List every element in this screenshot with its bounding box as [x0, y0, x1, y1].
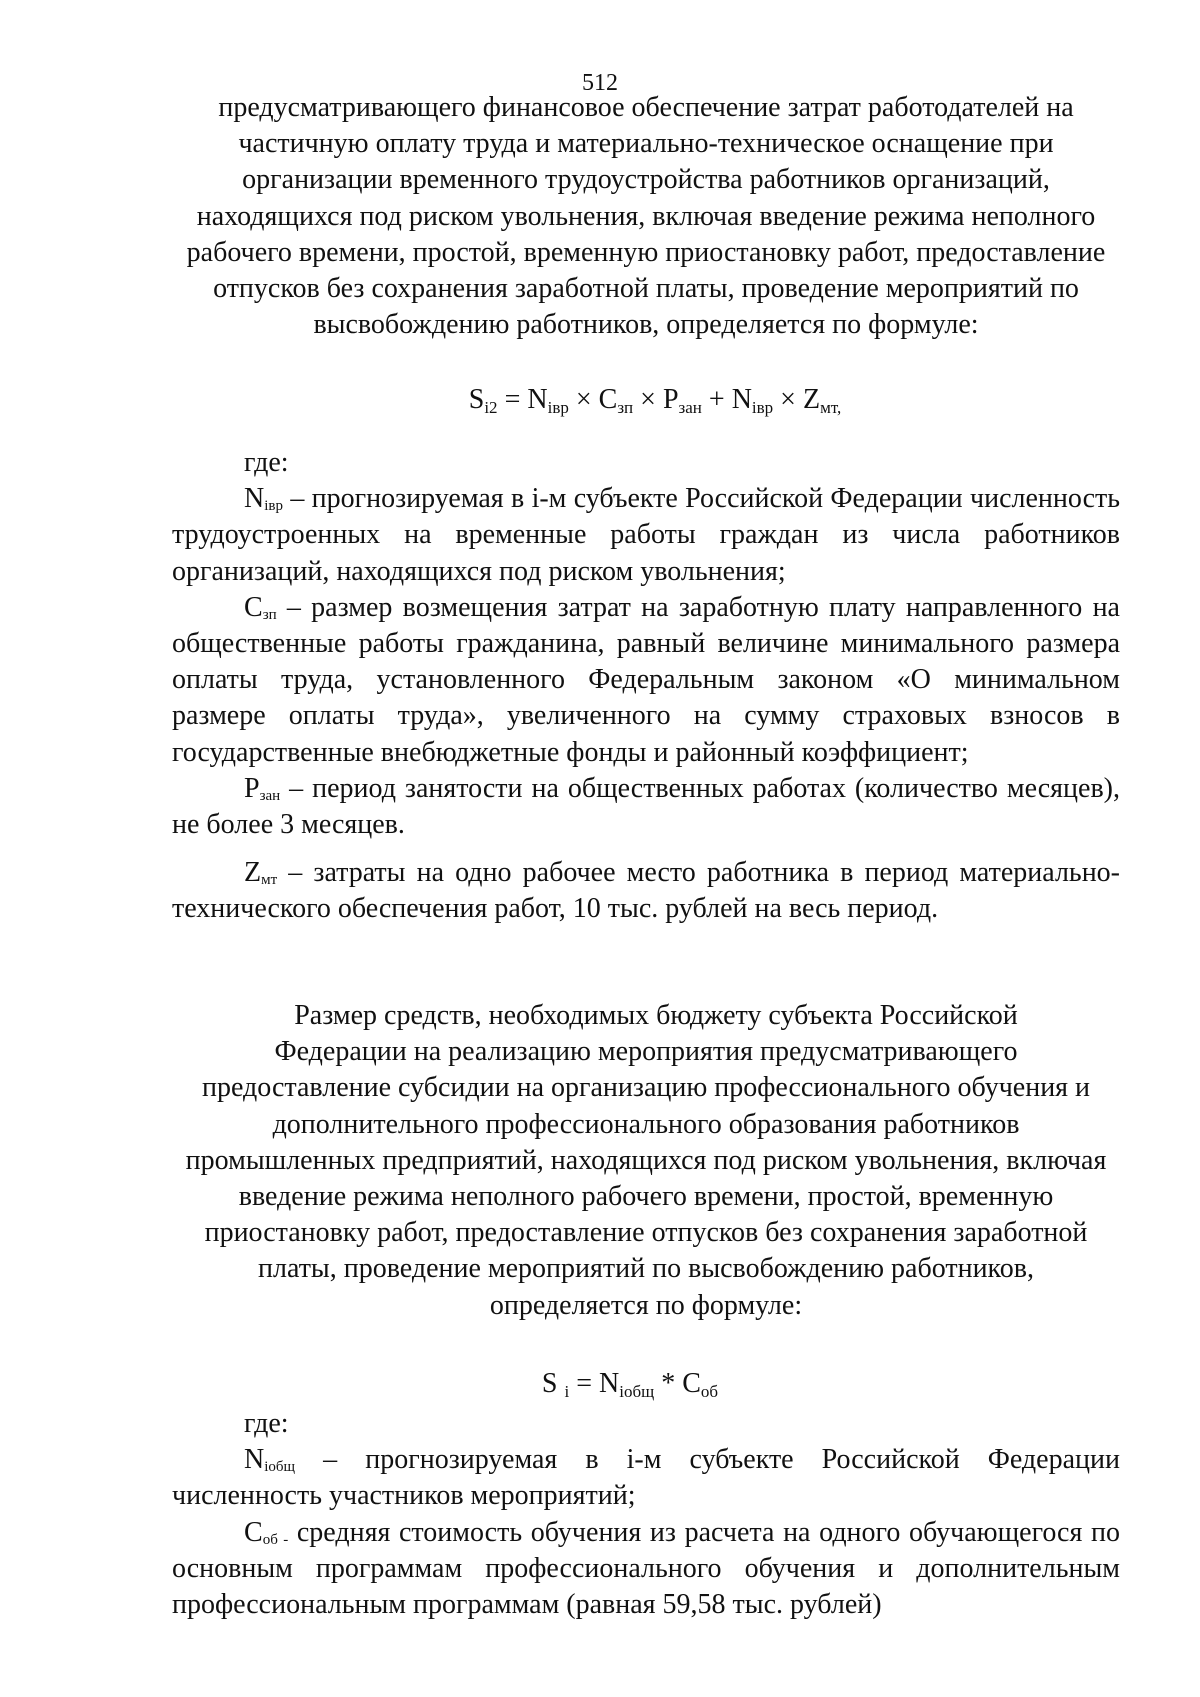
section2-line: определяется по формуле: [489, 1289, 803, 1321]
definition-subscript: зп [262, 606, 277, 623]
section1-line: организации временного трудоустройства работников организаций, [242, 164, 1050, 196]
definition-z-mt [172, 855, 1120, 927]
formula-operator: * [654, 1368, 683, 1399]
section2-line: Размер средств, необходимых бюджету субъекта Российской [294, 1000, 1018, 1031]
definition-subscript: об - [262, 1531, 289, 1548]
section2-definitions [172, 1406, 1120, 1623]
section1-line: частичную оплату труда и материально-техническое оснащение при [238, 128, 1054, 160]
formula-operator: × [633, 384, 663, 415]
definition-text: – затраты на одно рабочее место работника в период материально-технического обеспечения работ, 10 тыс. рублей на весь период. [172, 857, 1120, 925]
section2-line: введение режима неполного рабочего времени, простой, временную [238, 1181, 1054, 1213]
section1-line: находящихся под риском увольнения, включая введение режима неполного [196, 200, 1096, 232]
formula-operator: + [701, 384, 732, 415]
formula-symbol: N [731, 384, 752, 415]
formula-subscript: зп [617, 398, 634, 417]
formula-symbol: Z [802, 384, 821, 415]
formula-si2 [0, 382, 1200, 418]
section1-line: высвобождению работников, определяется по формуле: [313, 309, 979, 341]
formula-subscript: iвр [751, 398, 774, 417]
formula-operator: × [773, 384, 803, 415]
section2-line: платы, проведение мероприятий по высвобождению работников, [258, 1253, 1034, 1285]
formula-operator: = [569, 1368, 600, 1399]
section1-line: предусматривающего финансовое обеспечение затрат работодателей на [218, 92, 1074, 123]
definition-text: – прогнозируемая в i-м субъекте Российской Федерации численность участников мероприятий; [172, 1444, 1120, 1512]
section2-line: Федерации на реализацию мероприятия предусматривающего [274, 1036, 1018, 1068]
definition-symbol: С [244, 591, 263, 623]
definition-symbol: Z [244, 857, 262, 888]
formula-subscript: мт, [820, 398, 842, 417]
section1-definitions [172, 445, 1120, 843]
formula-subscript: iвр [547, 398, 569, 417]
definition-n-iobshch [172, 1442, 1120, 1514]
formula-symbol: N [599, 1368, 620, 1399]
section1-line: отпусков без сохранения заработной платы, проведение мероприятий по [213, 273, 1079, 305]
section2-intro [172, 998, 1120, 1324]
definition-symbol: N [244, 483, 265, 515]
definition-subscript: iобщ [264, 1459, 296, 1476]
formula-symbol: S [541, 1368, 565, 1399]
formula-symbol: С [598, 384, 618, 415]
formula-subscript: i2 [484, 398, 498, 417]
section2-line: приостановку работ, предоставление отпусков без сохранения заработной [204, 1217, 1088, 1249]
formula-subscript: зан [678, 398, 702, 417]
formula-operator: × [568, 384, 599, 415]
page-number: 512 [582, 70, 618, 96]
formula-symbol: С [682, 1368, 701, 1399]
formula-symbol: N [527, 384, 548, 415]
formula-subscript: iобщ [619, 1382, 655, 1401]
definition-c-zp [172, 590, 1120, 771]
definition-text: средняя стоимость обучения из расчета на одного обучающегося по основным программам профессионального обучения и дополнительным профессиональным программам (равная 59,58 тыс. рублей) [172, 1516, 1120, 1621]
definition-text: – размер возмещения затрат на заработную плату направленного на общественные работы гражданина, равный величине минимального размера оплаты труда, установленного Федеральным законом «О минимальном размере оплаты труда», увеличенного на сумму страховых взносов в государственные внебюджетные фонды и районный коэффициент; [172, 591, 1120, 768]
definition-symbol: Р [244, 772, 260, 804]
formula-si [0, 1366, 1200, 1402]
formula-symbol: Р [662, 384, 679, 415]
section2-line: промышленных предприятий, находящихся под риском увольнения, включая [185, 1144, 1107, 1176]
formula-subscript: об [700, 1382, 719, 1401]
definition-n-ivr [172, 481, 1120, 590]
where-label: где: [244, 447, 289, 478]
definition-symbol: С [244, 1516, 263, 1548]
section1-line: рабочего времени, простой, временную приостановку работ, предоставление [186, 236, 1106, 268]
section2-line: предоставление субсидии на организацию профессионального обучения и [201, 1072, 1091, 1104]
formula-symbol: S [468, 384, 485, 415]
definition-p-zan [172, 771, 1120, 843]
section1-definition-zmt [172, 855, 1120, 927]
definition-subscript: iвр [264, 498, 283, 515]
formula-subscript: i [564, 1382, 570, 1401]
section1-intro [172, 90, 1120, 343]
where-label: где: [244, 1408, 289, 1439]
definition-symbol: N [244, 1444, 265, 1476]
formula-operator: = [497, 384, 528, 415]
definition-c-ob [172, 1515, 1120, 1624]
section2-line: дополнительного профессионального образования работников [272, 1108, 1020, 1140]
definition-text: – прогнозируемая в i-м субъекте Российской Федерации численность трудоустроенных на временные работы граждан из числа работников организаций, находящихся под риском увольнения; [172, 483, 1120, 587]
definition-subscript: зан [259, 787, 281, 804]
definition-subscript: мт [261, 872, 278, 888]
definition-text: – период занятости на общественных работах (количество месяцев), не более 3 месяцев. [172, 772, 1120, 841]
